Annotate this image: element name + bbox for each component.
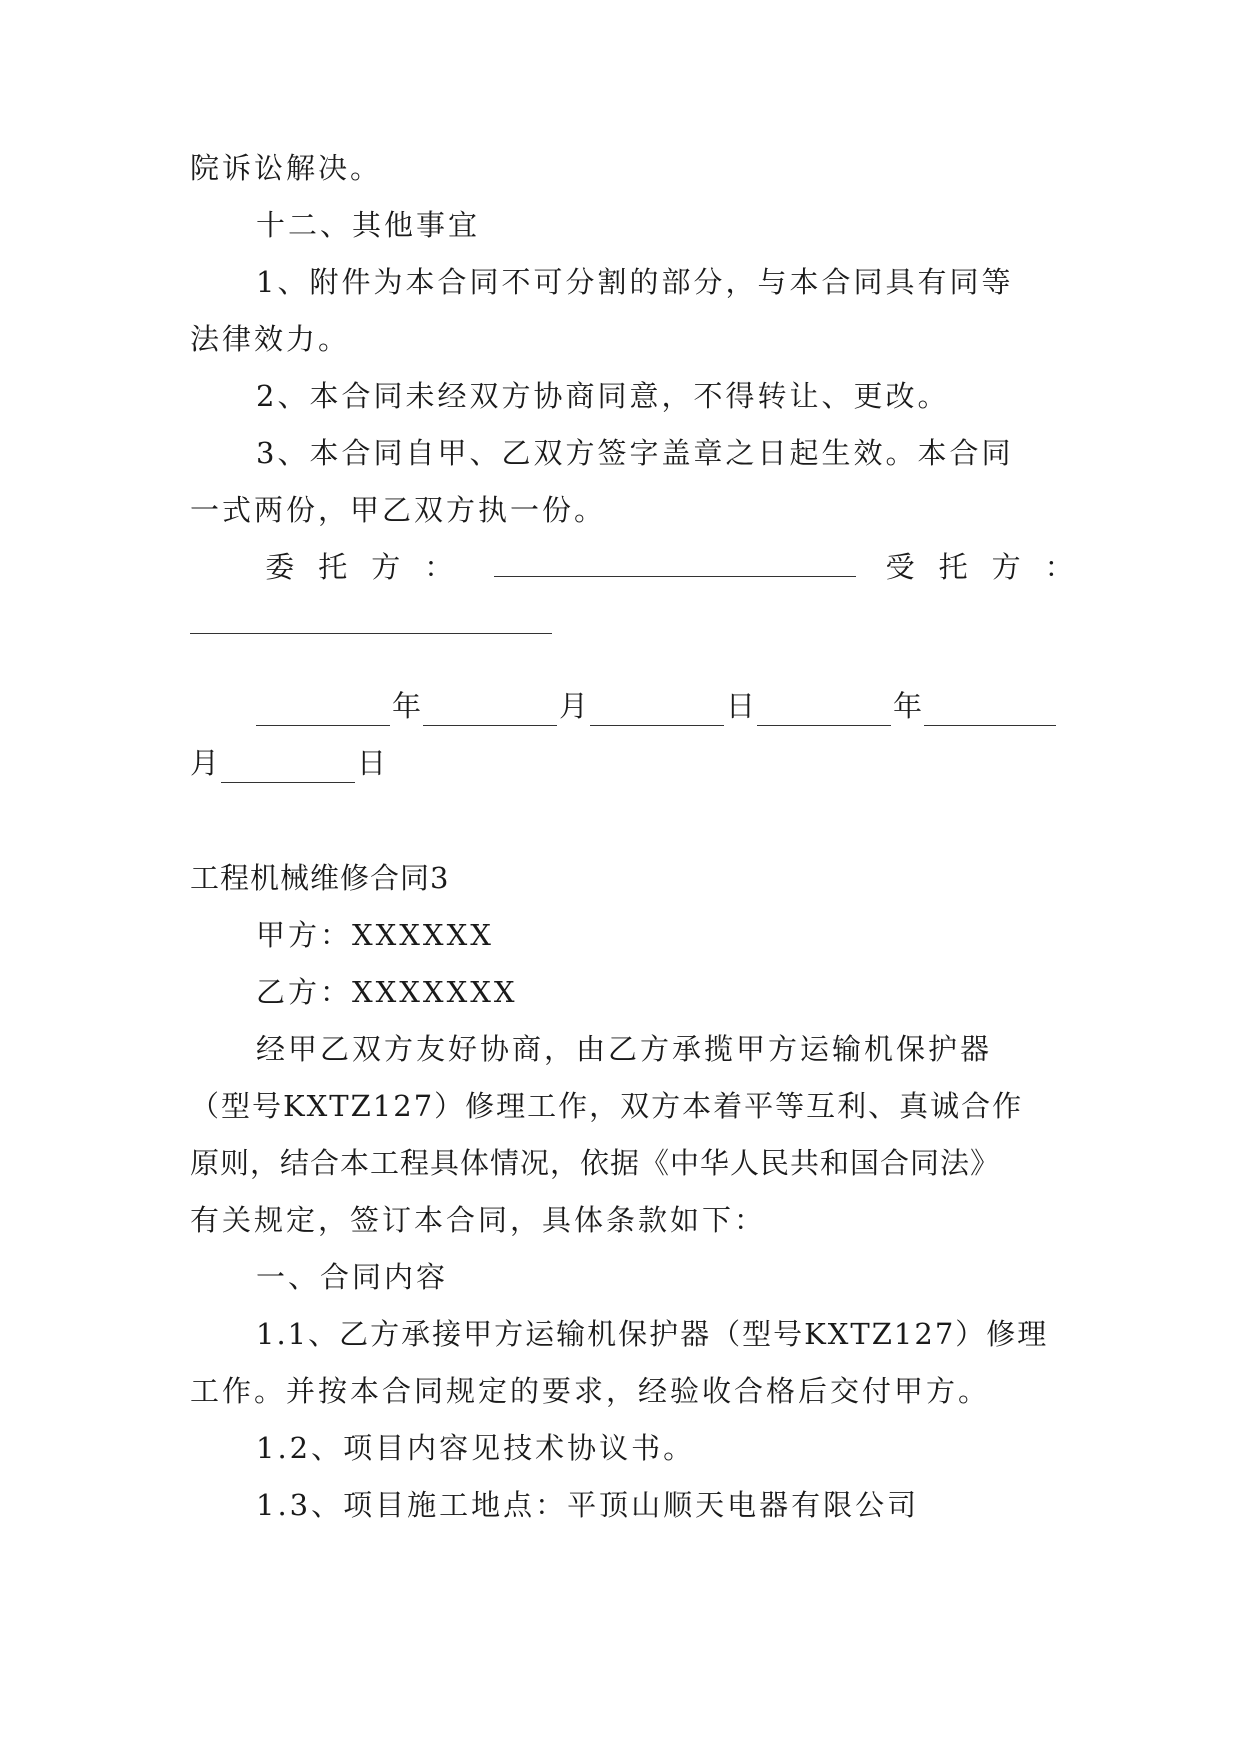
paragraph-line: 1.1、乙方承接甲方运输机保护器（型号KXTZ127）修理 [256,1317,1049,1351]
paragraph-line: 1.2、项目内容见技术协议书。 [256,1431,696,1465]
year-label: 年 [893,689,923,723]
contract-title: 工程机械维修合同3 [190,861,450,895]
paragraph-line: 经甲乙双方友好协商，由乙方承揽甲方运输机保护器 [256,1032,993,1066]
paragraph-line: 1、附件为本合同不可分割的部分，与本合同具有同等 [256,265,1014,299]
year-blank [757,697,891,726]
contractor-label: 受托方： [885,550,1098,584]
paragraph-line: 法律效力。 [190,322,351,356]
paragraph-line: （型号KXTZ127）修理工作，双方本着平等互利、真诚合作 [190,1089,1024,1123]
party-a: 甲方：XXXXXX [256,918,494,952]
paragraph-line: 一式两份，甲乙双方执一份。 [190,493,607,527]
party-b: 乙方：XXXXXXX [256,975,518,1009]
month-label: 月 [559,689,589,723]
paragraph-line: 院诉讼解决。 [190,151,383,185]
paragraph-line: 3、本合同自甲、乙双方签字盖章之日起生效。本合同 [256,436,1014,470]
signature-row-continued [190,604,1060,644]
month-blank [423,697,557,726]
paragraph-line: 有关规定，签订本合同，具体条款如下： [190,1203,767,1237]
paragraph-line: 原则，结合本工程具体情况，依据《中华人民共和国合同法》 [190,1146,1001,1180]
date-row [256,686,1060,726]
year-label: 年 [392,689,422,723]
client-signature-blank [494,550,856,577]
paragraph-line: 1.3、项目施工地点：平顶山顺天电器有限公司 [256,1488,920,1522]
month-blank [924,697,1056,726]
month-label: 月 [190,746,220,780]
section-heading: 十二、其他事宜 [256,208,481,242]
day-label: 日 [726,689,756,723]
paragraph-line: 工作。并按本合同规定的要求，经验收合格后交付甲方。 [190,1374,991,1408]
contractor-signature-blank [190,607,552,634]
paragraph-line: 2、本合同未经双方协商同意，不得转让、更改。 [256,379,950,413]
day-label: 日 [357,746,387,780]
client-label: 委托方： [265,550,478,584]
signature-row [190,547,1098,587]
day-blank [221,754,355,783]
date-row-continued [190,743,994,783]
section-heading: 一、合同内容 [256,1260,449,1294]
year-blank [256,697,390,726]
day-blank [590,697,724,726]
